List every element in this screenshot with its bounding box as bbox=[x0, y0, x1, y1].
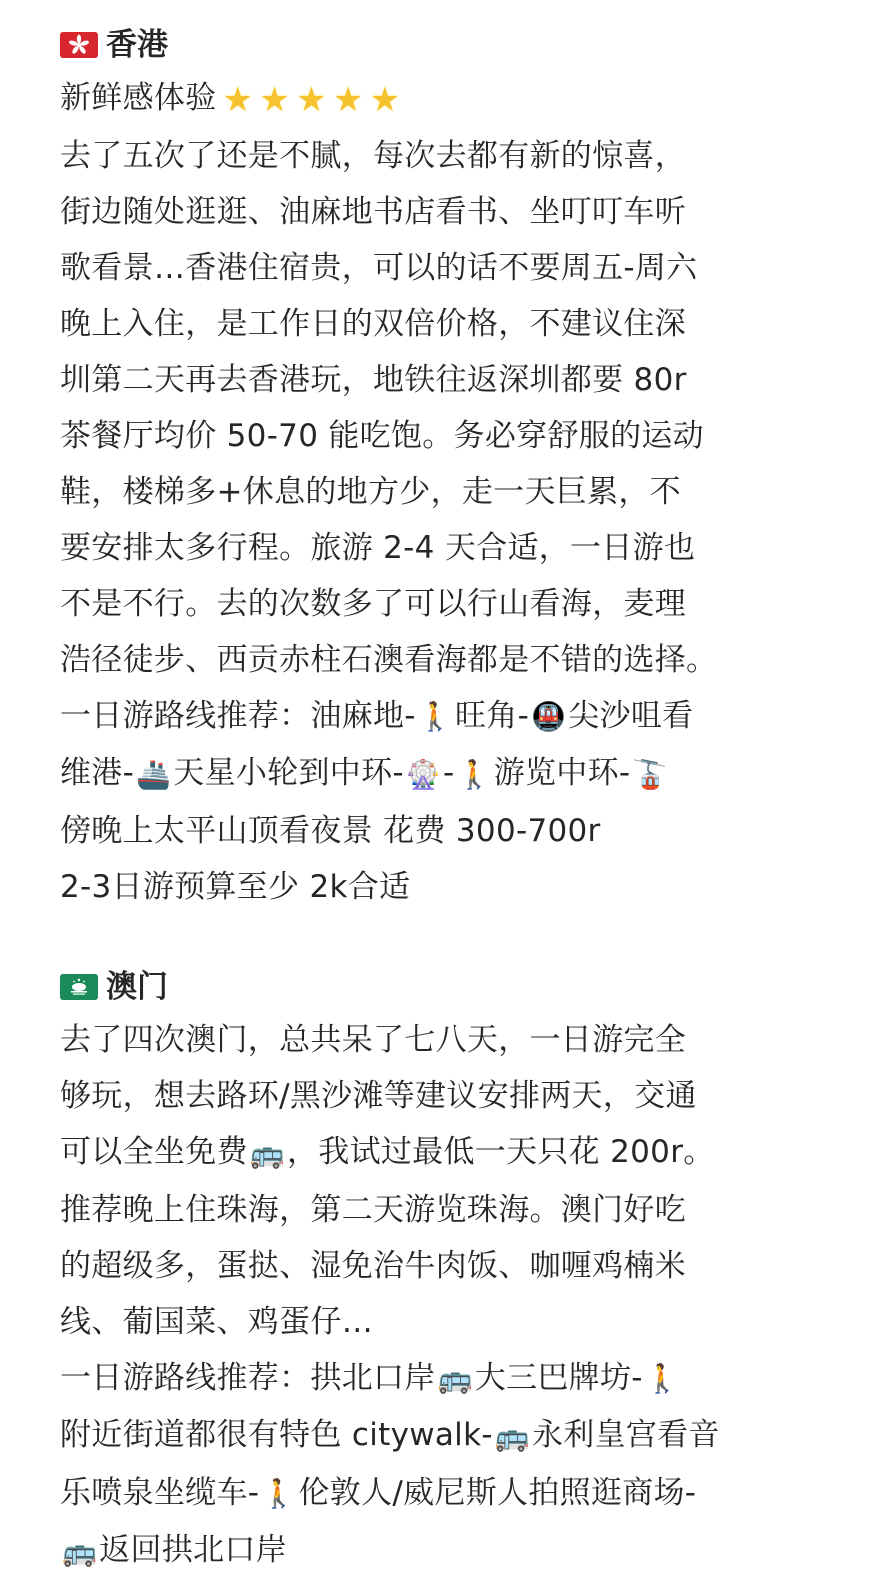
walking-person-icon: 🚶 bbox=[644, 1362, 680, 1395]
mo-heading bbox=[60, 962, 860, 1012]
hk-line: 不是不行。去的次数多了可以行山看海，麦理 bbox=[60, 585, 686, 622]
route-text: 乐喷泉坐缆车- bbox=[60, 1474, 260, 1511]
rating-stars bbox=[223, 72, 401, 128]
hk-line: 2-3日游预算至少 2k合适 bbox=[60, 868, 411, 905]
route-text: 一日游路线推荐：拱北口岸 bbox=[60, 1359, 436, 1396]
route-text: 附近街道都很有特色 citywalk- bbox=[60, 1417, 493, 1453]
mo-route-line-4 bbox=[60, 1522, 860, 1580]
mo-route-line-2 bbox=[60, 1407, 860, 1465]
route-text: 维港- bbox=[60, 755, 135, 791]
route-text: 返回拱北口岸 bbox=[99, 1532, 287, 1568]
metro-icon: 🚇 bbox=[531, 700, 567, 733]
hk-route-line-2 bbox=[60, 745, 860, 803]
mo-line: 够玩，想去路环/黑沙滩等建议安排两天，交通 bbox=[60, 1078, 697, 1114]
hk-line: 街边随处逛逛、油麻地书店看书、坐叮叮车听 bbox=[60, 193, 686, 230]
hk-route-line-1 bbox=[60, 688, 860, 746]
bus-icon: 🚌 bbox=[62, 1534, 98, 1568]
hk-line: 圳第二天再去香港玩，地铁往返深圳都要 80r bbox=[60, 361, 687, 398]
macau-section bbox=[60, 962, 860, 1580]
hk-line: 鞋，楼梯多+休息的地方少，走一天巨累，不 bbox=[60, 473, 681, 510]
mo-line: 的超级多，蛋挞、湿免治牛肉饭、咖喱鸡楠米 bbox=[60, 1247, 686, 1284]
ferris-wheel-icon: 🎡 bbox=[405, 757, 442, 791]
star-icon: ★ bbox=[332, 79, 364, 120]
hk-line: 晚上入住，是工作日的双倍价格，不建议住深 bbox=[60, 305, 686, 342]
star-icon: ★ bbox=[296, 79, 327, 120]
mo-text: ，我试过最低一天只花 200r。 bbox=[286, 1134, 715, 1170]
route-text: 一日游路线推荐：油麻地- bbox=[60, 697, 416, 734]
bus-icon: 🚌 bbox=[437, 1362, 473, 1395]
hk-line: 歌看景…香港住宿贵，可以的话不要周五-周六 bbox=[60, 249, 698, 286]
mo-line: 去了四次澳门，总共呆了七八天，一日游完全 bbox=[60, 1022, 686, 1058]
cable-car-icon: 🚡 bbox=[632, 757, 668, 791]
route-text: 游览中环- bbox=[493, 755, 631, 791]
star-icon: ★ bbox=[259, 79, 291, 120]
hk-flag-icon bbox=[60, 32, 98, 58]
ship-icon: 🚢 bbox=[136, 757, 172, 791]
star-icon: ★ bbox=[222, 79, 254, 120]
hk-line: 傍晚上太平山顶看夜景 花费 300-700r bbox=[60, 812, 601, 849]
mo-text: 可以全坐免费 bbox=[60, 1134, 248, 1170]
walking-person-icon: 🚶 bbox=[261, 1477, 297, 1510]
rating-label: 新鲜感体验 bbox=[60, 80, 217, 116]
star-icon: ★ bbox=[369, 79, 401, 120]
route-text: 大三巴牌坊- bbox=[474, 1359, 643, 1396]
mo-route-line-1 bbox=[60, 1350, 860, 1408]
mo-line: 线、葡国菜、鸡蛋仔… bbox=[60, 1303, 373, 1340]
walking-person-icon: 🚶 bbox=[417, 700, 453, 733]
route-text: 永利皇宫看音 bbox=[531, 1417, 720, 1453]
macau-flag-icon bbox=[60, 974, 98, 1000]
hk-line-rating bbox=[60, 70, 860, 128]
route-text: 尖沙咀看 bbox=[568, 697, 694, 734]
bus-icon: 🚌 bbox=[494, 1419, 530, 1453]
route-text: - bbox=[443, 755, 455, 791]
hong-kong-section bbox=[60, 20, 860, 915]
hk-line: 茶餐厅均价 50-70 能吃饱。务必穿舒服的运动 bbox=[60, 417, 704, 454]
mo-route-line-3 bbox=[60, 1465, 860, 1523]
hk-title: 香港 bbox=[106, 27, 168, 63]
route-text: 伦敦人/威尼斯人拍照逛商场- bbox=[298, 1474, 697, 1511]
hk-line: 浩径徒步、西贡赤柱石澳看海都是不错的选择。 bbox=[60, 641, 718, 678]
hk-line: 去了五次了还是不腻，每次去都有新的惊喜， bbox=[60, 137, 686, 174]
mo-line bbox=[60, 1124, 860, 1182]
route-text: 天星小轮到中环- bbox=[173, 755, 404, 791]
route-text: 旺角- bbox=[454, 697, 530, 734]
walking-person-icon: 🚶 bbox=[456, 757, 492, 791]
mo-title: 澳门 bbox=[106, 969, 168, 1005]
mo-line: 推荐晚上住珠海，第二天游览珠海。澳门好吃 bbox=[60, 1191, 686, 1228]
hk-line: 要安排太多行程。旅游 2-4 天合适，一日游也 bbox=[60, 529, 696, 566]
hk-heading bbox=[60, 20, 860, 70]
bus-icon: 🚌 bbox=[249, 1136, 285, 1170]
